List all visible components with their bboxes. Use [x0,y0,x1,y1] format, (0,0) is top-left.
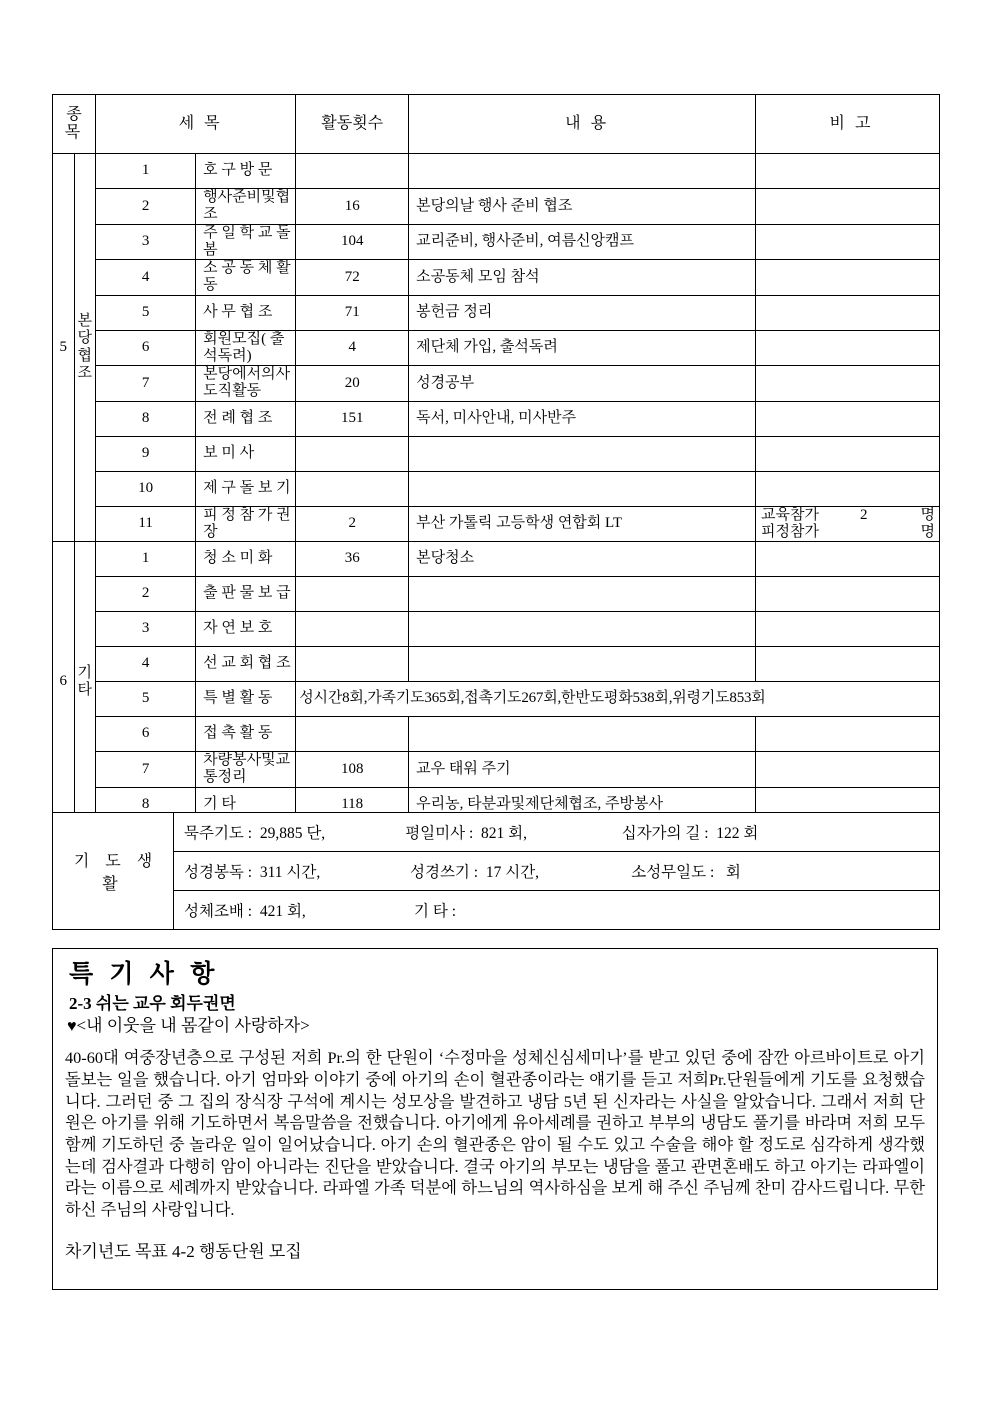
prayer-fields [184,821,939,843]
row-number: 1 [96,542,196,577]
prayer-row [53,813,940,852]
prayer-field-unit: 회, [504,825,528,842]
row-description: 제단체 가입, 출석독려 [409,330,756,366]
row-item-name: 호 구 방 문 [196,154,296,189]
group-name-char: 당 [77,330,93,347]
prayer-field [622,821,939,843]
row-note [756,436,940,471]
row-count: 4 [296,330,409,366]
note-value [864,524,876,541]
prayer-field [405,821,621,843]
table-row [53,189,940,225]
row-item-name: 제 구 돌 보 기 [196,471,296,506]
row-item-name: 사 무 협 조 [196,295,296,330]
row-note [756,577,940,612]
table-row [53,154,940,189]
row-number: 5 [96,295,196,330]
row-description [409,471,756,506]
row-item-name: 전 례 협 조 [196,401,296,436]
prayer-field-unit: 시간, [501,864,540,881]
activity-table [52,94,940,823]
row-item-name: 자 연 보 호 [196,612,296,647]
row-count [296,577,409,612]
row-number: 10 [96,471,196,506]
row-note [756,224,940,260]
group-number: 5 [53,154,75,542]
row-note [756,260,940,296]
table-row [53,542,940,577]
row-note [756,401,940,436]
table-row [53,401,940,436]
row-number: 3 [96,224,196,260]
row-description: 봉헌금 정리 [409,295,756,330]
table-row [53,647,940,682]
row-item-name: 소 공 동 체 활 동 [196,260,296,296]
group-name-char: 기 [77,664,93,681]
notes-subtitle: 2-3 쉬는 교우 회두권면 [69,993,236,1013]
prayer-field-key: 성경봉독 : [184,864,253,881]
note-line [761,507,939,524]
table-row [53,436,940,471]
note-line [761,524,939,541]
row-count: 71 [296,295,409,330]
row-item-name: 피 정 참 가 권 장 [196,506,296,542]
row-number: 7 [96,366,196,402]
prayer-fields [184,899,939,921]
row-item-name: 기 타 [196,787,296,822]
heart-icon: ♥ [67,1017,77,1035]
row-item-name: 주 일 학 교 돌 봄 [196,224,296,260]
group-name [74,154,96,542]
prayer-field [414,899,814,921]
row-number: 6 [96,717,196,752]
row-number: 4 [96,647,196,682]
group-name-char: 타 [77,681,93,698]
row-description: 부산 가톨릭 고등학생 연합회 LT [409,506,756,542]
table-row [53,330,940,366]
row-description: 교우 태워 주기 [409,752,756,788]
prayer-life-label: 기 도 생 활 [53,813,174,930]
header-category: 종 목 [53,95,96,154]
row-number: 2 [96,577,196,612]
prayer-field-key: 묵주기도 : [184,825,253,842]
row-note [756,506,940,542]
row-count: 20 [296,366,409,402]
row-span-detail: 성시간8회,가족기도365회,접촉기도267회,한반도평화538회,위령기도853회 [296,682,940,717]
group-number: 6 [53,542,75,823]
note-key: 교육참가 [761,506,819,523]
prayer-field-unit: 시간, [282,864,321,881]
row-item-name: 보 미 사 [196,436,296,471]
row-note [756,542,940,577]
prayer-field-key: 십자가의 길 : [621,825,709,842]
table-row [53,506,940,542]
table-row [53,471,940,506]
notes-body-text: 40-60대 여중장년층으로 구성된 저희 Pr.의 한 단원이 ‘수정마을 성체신심세미나’를 받고 있던 중에 잠깐 아르바이트로 아기 돌보는 일을 했습니다. 아기 엄마와 이야기 중에 아기의 손이 혈관종이라는 얘기를 듣고 저희Pr.단원들에게 기도를 요청했습니다. 그러던 중 그 집의 장식장 구석에 계시는 성모상을 발견하고 냉담 5년 된 신자라는 사실을 알았습니다. 그래서 저희 단원은 아기를 위해 기도하면서 복음말씀을 전했습니다. 아기에게 유아세례를 권하고 부부의 냉담도 풀기를 바라며 저희 모두 함께 기도하던 중 놀라운 일이 일어났습니다. 아기 손의 혈관종은 암이 될 수도 있고 수술을 해야 할 정도로 심각하게 생각했는데 검사결과 다행히 암이 아니라는 진단을 받았습니다. 결국 아기의 부모는 냉담을 풀고 관면혼배도 하고 아기는 라파엘이라는 이름으로 세례까지 받았습니다. 라파엘 가족 덕분에 하느님의 역사하심을 보게 해 주신 주님께 찬미 감사드립니다. 무한하신 주님의 사랑입니다. [65,1048,925,1220]
row-description: 독서, 미사안내, 미사반주 [409,401,756,436]
table-row [53,260,940,296]
row-item-name: 선 교 회 협 조 [196,647,296,682]
row-description [409,612,756,647]
prayer-field [631,860,939,882]
prayer-field [184,821,405,843]
row-note [756,612,940,647]
header-note: 비 고 [756,95,940,154]
row-note [756,330,940,366]
table-row [53,612,940,647]
prayer-field-key: 성체조배 : [184,903,253,920]
row-item-name: 청 소 미 화 [196,542,296,577]
row-count [296,717,409,752]
note-unit: 명 [920,506,935,523]
note-value: 2 [860,506,868,523]
prayer-fields-cell [174,852,940,891]
table-header-row [53,95,940,154]
row-number: 4 [96,260,196,296]
row-number: 11 [96,506,196,542]
notes-title: 특 기 사 항 [69,961,220,988]
table-row [53,717,940,752]
row-note [756,471,940,506]
prayer-field-unit [464,903,468,920]
row-number: 1 [96,154,196,189]
row-description: 교리준비, 행사준비, 여름신앙캠프 [409,224,756,260]
row-count: 36 [296,542,409,577]
row-count [296,471,409,506]
special-notes-box [52,948,938,1290]
row-number: 6 [96,330,196,366]
row-count: 108 [296,752,409,788]
notes-slogan-text: <내 이웃을 내 몸같이 사랑하자> [76,1015,310,1035]
row-note [756,295,940,330]
row-count: 104 [296,224,409,260]
prayer-field [184,860,410,882]
row-description: 본당청소 [409,542,756,577]
table-row [53,295,940,330]
prayer-field-value [714,864,722,881]
prayer-field-key: 기 타 : [414,903,457,920]
row-count: 72 [296,260,409,296]
prayer-field-key: 평일미사 : [405,825,474,842]
prayer-life-table [52,812,940,930]
row-item-name: 출 판 물 보 급 [196,577,296,612]
table-row [53,577,940,612]
row-number: 9 [96,436,196,471]
row-description [409,154,756,189]
row-description: 성경공부 [409,366,756,402]
table-row [53,224,940,260]
table-row [53,682,940,717]
row-description [409,647,756,682]
notes-slogan-line [67,1015,925,1038]
row-item-name: 특 별 활 동 [196,682,296,717]
prayer-field-value: 421 [252,903,284,920]
notes-goal-text: 차기년도 목표 4-2 행동단원 모집 [65,1241,302,1261]
prayer-field [184,899,414,921]
row-item-name: 행사준비및협조 [196,189,296,225]
row-number: 2 [96,189,196,225]
header-subitem: 세 목 [96,95,296,154]
prayer-field-unit: 회, [283,903,306,920]
row-count [296,154,409,189]
note-key: 피정참가 [761,523,819,540]
row-description [409,577,756,612]
row-count [296,436,409,471]
prayer-field [410,860,631,882]
group-name-char: 조 [77,364,93,381]
row-count [296,647,409,682]
prayer-field-key: 소성무일도 : [631,864,715,881]
row-number: 7 [96,752,196,788]
prayer-field-value: 17 [478,864,502,881]
row-item-name: 차량봉사및교통정리 [196,752,296,788]
row-note [756,752,940,788]
prayer-field-value [456,903,464,920]
row-number: 8 [96,401,196,436]
row-description: 본당의날 행사 준비 협조 [409,189,756,225]
row-number: 8 [96,787,196,822]
group-name [74,542,96,823]
row-item-name: 접 촉 활 동 [196,717,296,752]
prayer-field-unit: 단, [302,825,326,842]
table-row [53,752,940,788]
row-note [756,717,940,752]
row-item-name: 회원모집( 출석독려) [196,330,296,366]
header-content: 내 용 [409,95,756,154]
row-count: 151 [296,401,409,436]
prayer-fields-cell [174,813,940,852]
header-count: 활동횟수 [296,95,409,154]
row-description [409,717,756,752]
prayer-field-value: 29,885 [252,825,303,842]
row-description: 소공동체 모임 참석 [409,260,756,296]
row-count: 118 [296,787,409,822]
row-note [756,189,940,225]
table-row [53,366,940,402]
prayer-field-value: 821 [473,825,505,842]
row-note [756,154,940,189]
group-name-char: 본 [77,313,93,329]
prayer-fields-cell [174,891,940,930]
row-note [756,366,940,402]
prayer-row [53,852,940,891]
prayer-field-value: 311 [252,864,283,881]
group-name-char: 협 [77,347,93,364]
row-item-name: 본당에서의사도직활동 [196,366,296,402]
row-count: 16 [296,189,409,225]
row-number: 5 [96,682,196,717]
note-unit: 명 [920,523,935,540]
row-count [296,612,409,647]
prayer-row [53,891,940,930]
prayer-fields [184,860,939,882]
row-number: 3 [96,612,196,647]
prayer-field-value: 122 [708,825,740,842]
row-description: 우리농, 타분과및제단체협조, 주방봉사 [409,787,756,822]
prayer-field-key: 성경쓰기 : [410,864,479,881]
prayer-field-unit: 회 [739,825,759,842]
row-description [409,436,756,471]
prayer-field-unit: 회 [722,864,741,881]
row-note [756,647,940,682]
row-count: 2 [296,506,409,542]
